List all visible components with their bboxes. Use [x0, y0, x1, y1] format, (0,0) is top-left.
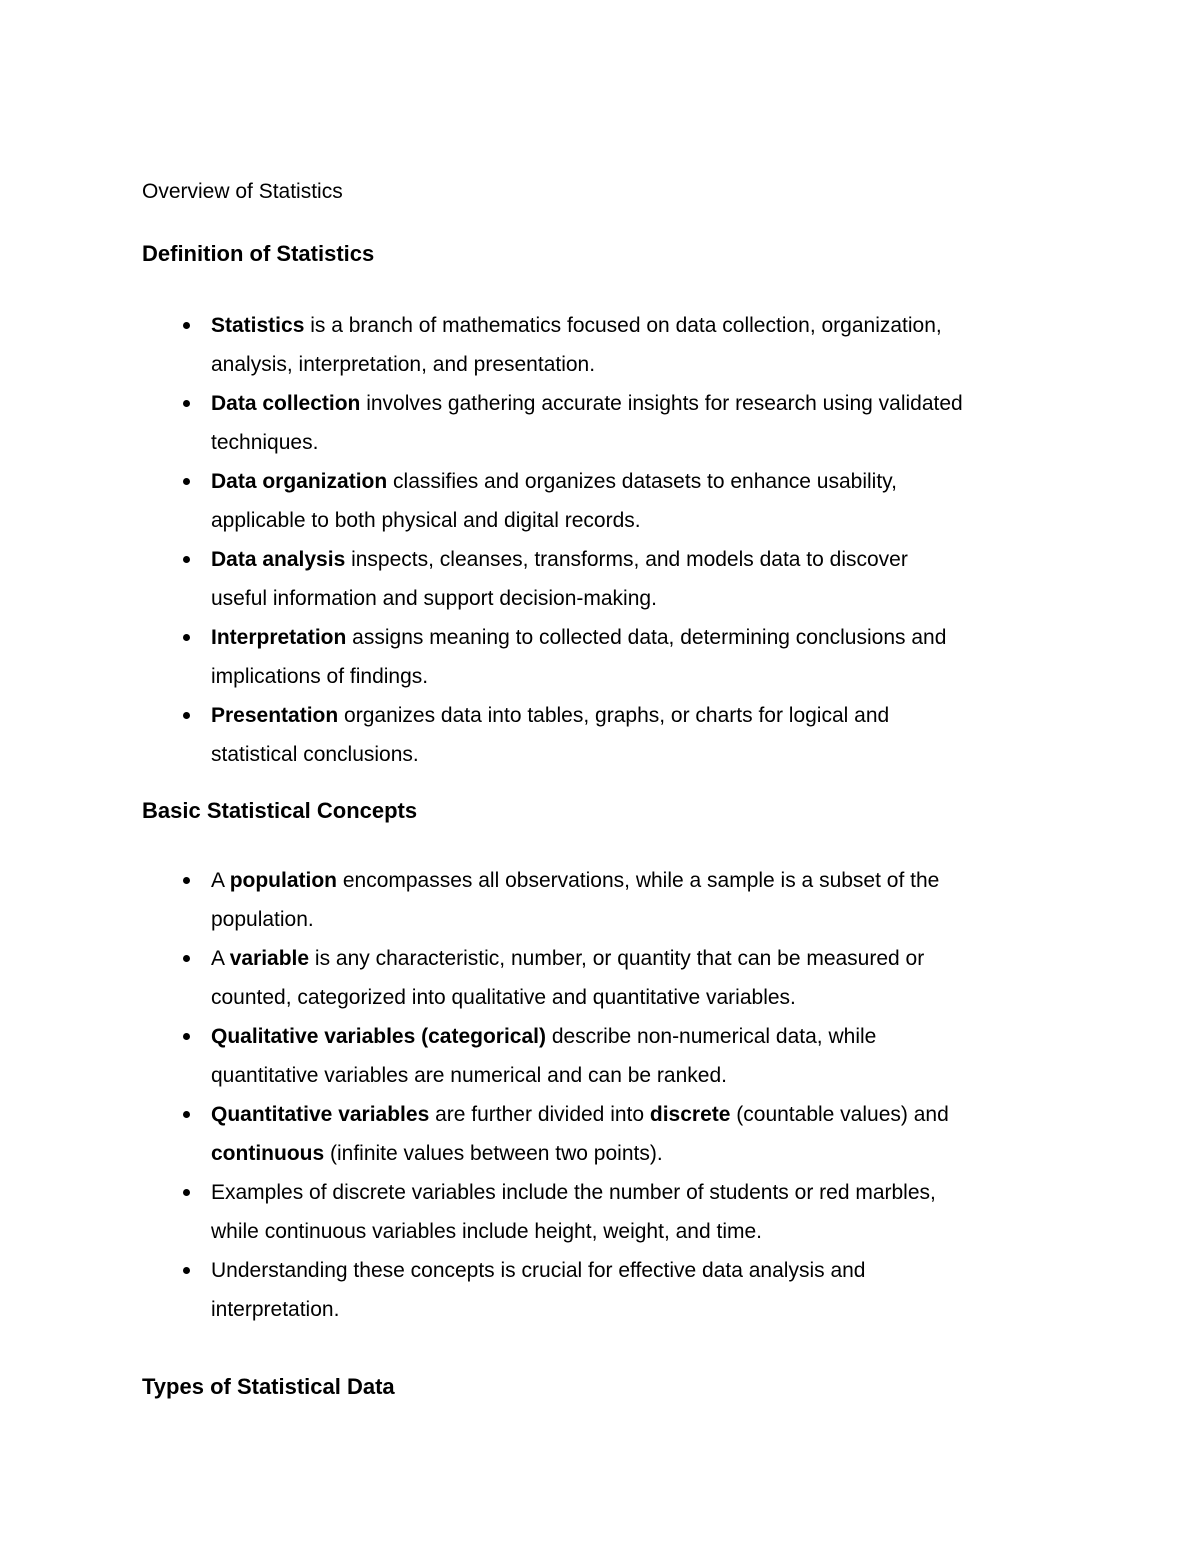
section-heading: Types of Statistical Data [142, 1374, 395, 1399]
text-line [211, 540, 1060, 579]
bullet-icon [183, 955, 190, 962]
text-run: encompasses all observations, while a sample is a subset of the [337, 869, 940, 892]
text-run: techniques. [211, 431, 319, 454]
list-item [211, 696, 1060, 774]
text-line [211, 1095, 1060, 1134]
text-run: implications of findings. [211, 665, 429, 688]
bullet-icon [183, 556, 190, 563]
section-heading: Basic Statistical Concepts [142, 798, 418, 823]
bullet-icon [183, 322, 190, 329]
section [142, 239, 1060, 774]
text-run: is any characteristic, number, or quantity that can be measured or [309, 947, 925, 970]
document-title: Overview of Statistics [142, 180, 343, 203]
text-line [211, 1056, 1060, 1095]
bullet-icon [183, 634, 190, 641]
bullet-icon [183, 1033, 190, 1040]
text-line [211, 1251, 1060, 1290]
list-item [211, 1095, 1060, 1173]
section-heading: Definition of Statistics [142, 241, 375, 266]
section [142, 796, 1060, 1329]
bullet-list [142, 306, 1060, 774]
text-run: is a branch of mathematics focused on data collection, organization, [304, 314, 942, 337]
list-item [211, 462, 1060, 540]
bullet-list [142, 861, 1060, 1329]
sections [142, 239, 1060, 1402]
text-run: Understanding these concepts is crucial for effective data analysis and [211, 1259, 866, 1282]
text-run: Data organization [211, 470, 388, 493]
text-run: are further divided into [429, 1103, 650, 1126]
text-run: quantitative variables are numerical and can be ranked. [211, 1064, 727, 1087]
list-item [211, 540, 1060, 618]
text-run: organizes data into tables, graphs, or charts for logical and [338, 704, 890, 727]
bullet-icon [183, 400, 190, 407]
text-run: (countable values) and [730, 1103, 949, 1126]
text-run: Data analysis [211, 548, 346, 571]
text-run: describe non-numerical data, while [545, 1025, 877, 1048]
list-item [211, 861, 1060, 939]
text-line [211, 939, 1060, 978]
text-run: useful information and support decision-making. [211, 587, 657, 610]
text-run: Statistics [211, 314, 305, 337]
text-run: applicable to both physical and digital records. [211, 509, 641, 532]
text-line [211, 861, 1060, 900]
text-run: Quantitative variables [211, 1103, 430, 1126]
text-run: Presentation [211, 704, 339, 727]
text-line [211, 345, 1060, 384]
text-line [211, 462, 1060, 501]
list-item [211, 384, 1060, 462]
list-item [211, 1251, 1060, 1329]
text-run: Examples of discrete variables include the number of students or red marbles, [211, 1181, 936, 1204]
text-run: variable [229, 947, 310, 970]
text-line [211, 696, 1060, 735]
list-item [211, 939, 1060, 1017]
section [142, 1372, 1060, 1402]
text-run: assigns meaning to collected data, determining conclusions and [346, 626, 947, 649]
text-line [211, 978, 1060, 1017]
text-run: continuous [211, 1142, 325, 1165]
text-run: A [211, 947, 230, 970]
bullet-icon [183, 1111, 190, 1118]
text-line [211, 1212, 1060, 1251]
text-line [211, 1290, 1060, 1329]
text-run: interpretation. [211, 1298, 340, 1321]
bullet-icon [183, 1267, 190, 1274]
text-run: analysis, interpretation, and presentation. [211, 353, 596, 376]
text-run: Data collection [211, 392, 361, 415]
bullet-icon [183, 1189, 190, 1196]
text-run: statistical conclusions. [211, 743, 419, 766]
list-item [211, 618, 1060, 696]
text-run: involves gathering accurate insights for research using validated [360, 392, 963, 415]
text-line [211, 618, 1060, 657]
list-item [211, 1173, 1060, 1251]
text-line [211, 423, 1060, 462]
text-line [211, 657, 1060, 696]
text-run: counted, categorized into qualitative and quantitative variables. [211, 986, 796, 1009]
text-line [211, 900, 1060, 939]
list-item [211, 306, 1060, 384]
text-run: (infinite values between two points). [324, 1142, 663, 1165]
bullet-icon [183, 478, 190, 485]
text-run: population. [211, 908, 314, 931]
text-run: inspects, cleanses, transforms, and models data to discover [345, 548, 908, 571]
text-run: while continuous variables include height, weight, and time. [211, 1220, 762, 1243]
text-line [211, 1173, 1060, 1212]
text-run: discrete [649, 1103, 731, 1126]
text-run: population [229, 869, 337, 892]
bullet-icon [183, 712, 190, 719]
text-line [211, 306, 1060, 345]
text-line [211, 384, 1060, 423]
text-line [211, 579, 1060, 618]
bullet-icon [183, 877, 190, 884]
list-item [211, 1017, 1060, 1095]
text-line [211, 735, 1060, 774]
text-run: A [211, 869, 230, 892]
text-run: Interpretation [211, 626, 347, 649]
text-line [211, 501, 1060, 540]
text-line [211, 1017, 1060, 1056]
text-run: classifies and organizes datasets to enhance usability, [387, 470, 897, 493]
text-run: Qualitative variables (categorical) [211, 1025, 546, 1048]
text-line [211, 1134, 1060, 1173]
